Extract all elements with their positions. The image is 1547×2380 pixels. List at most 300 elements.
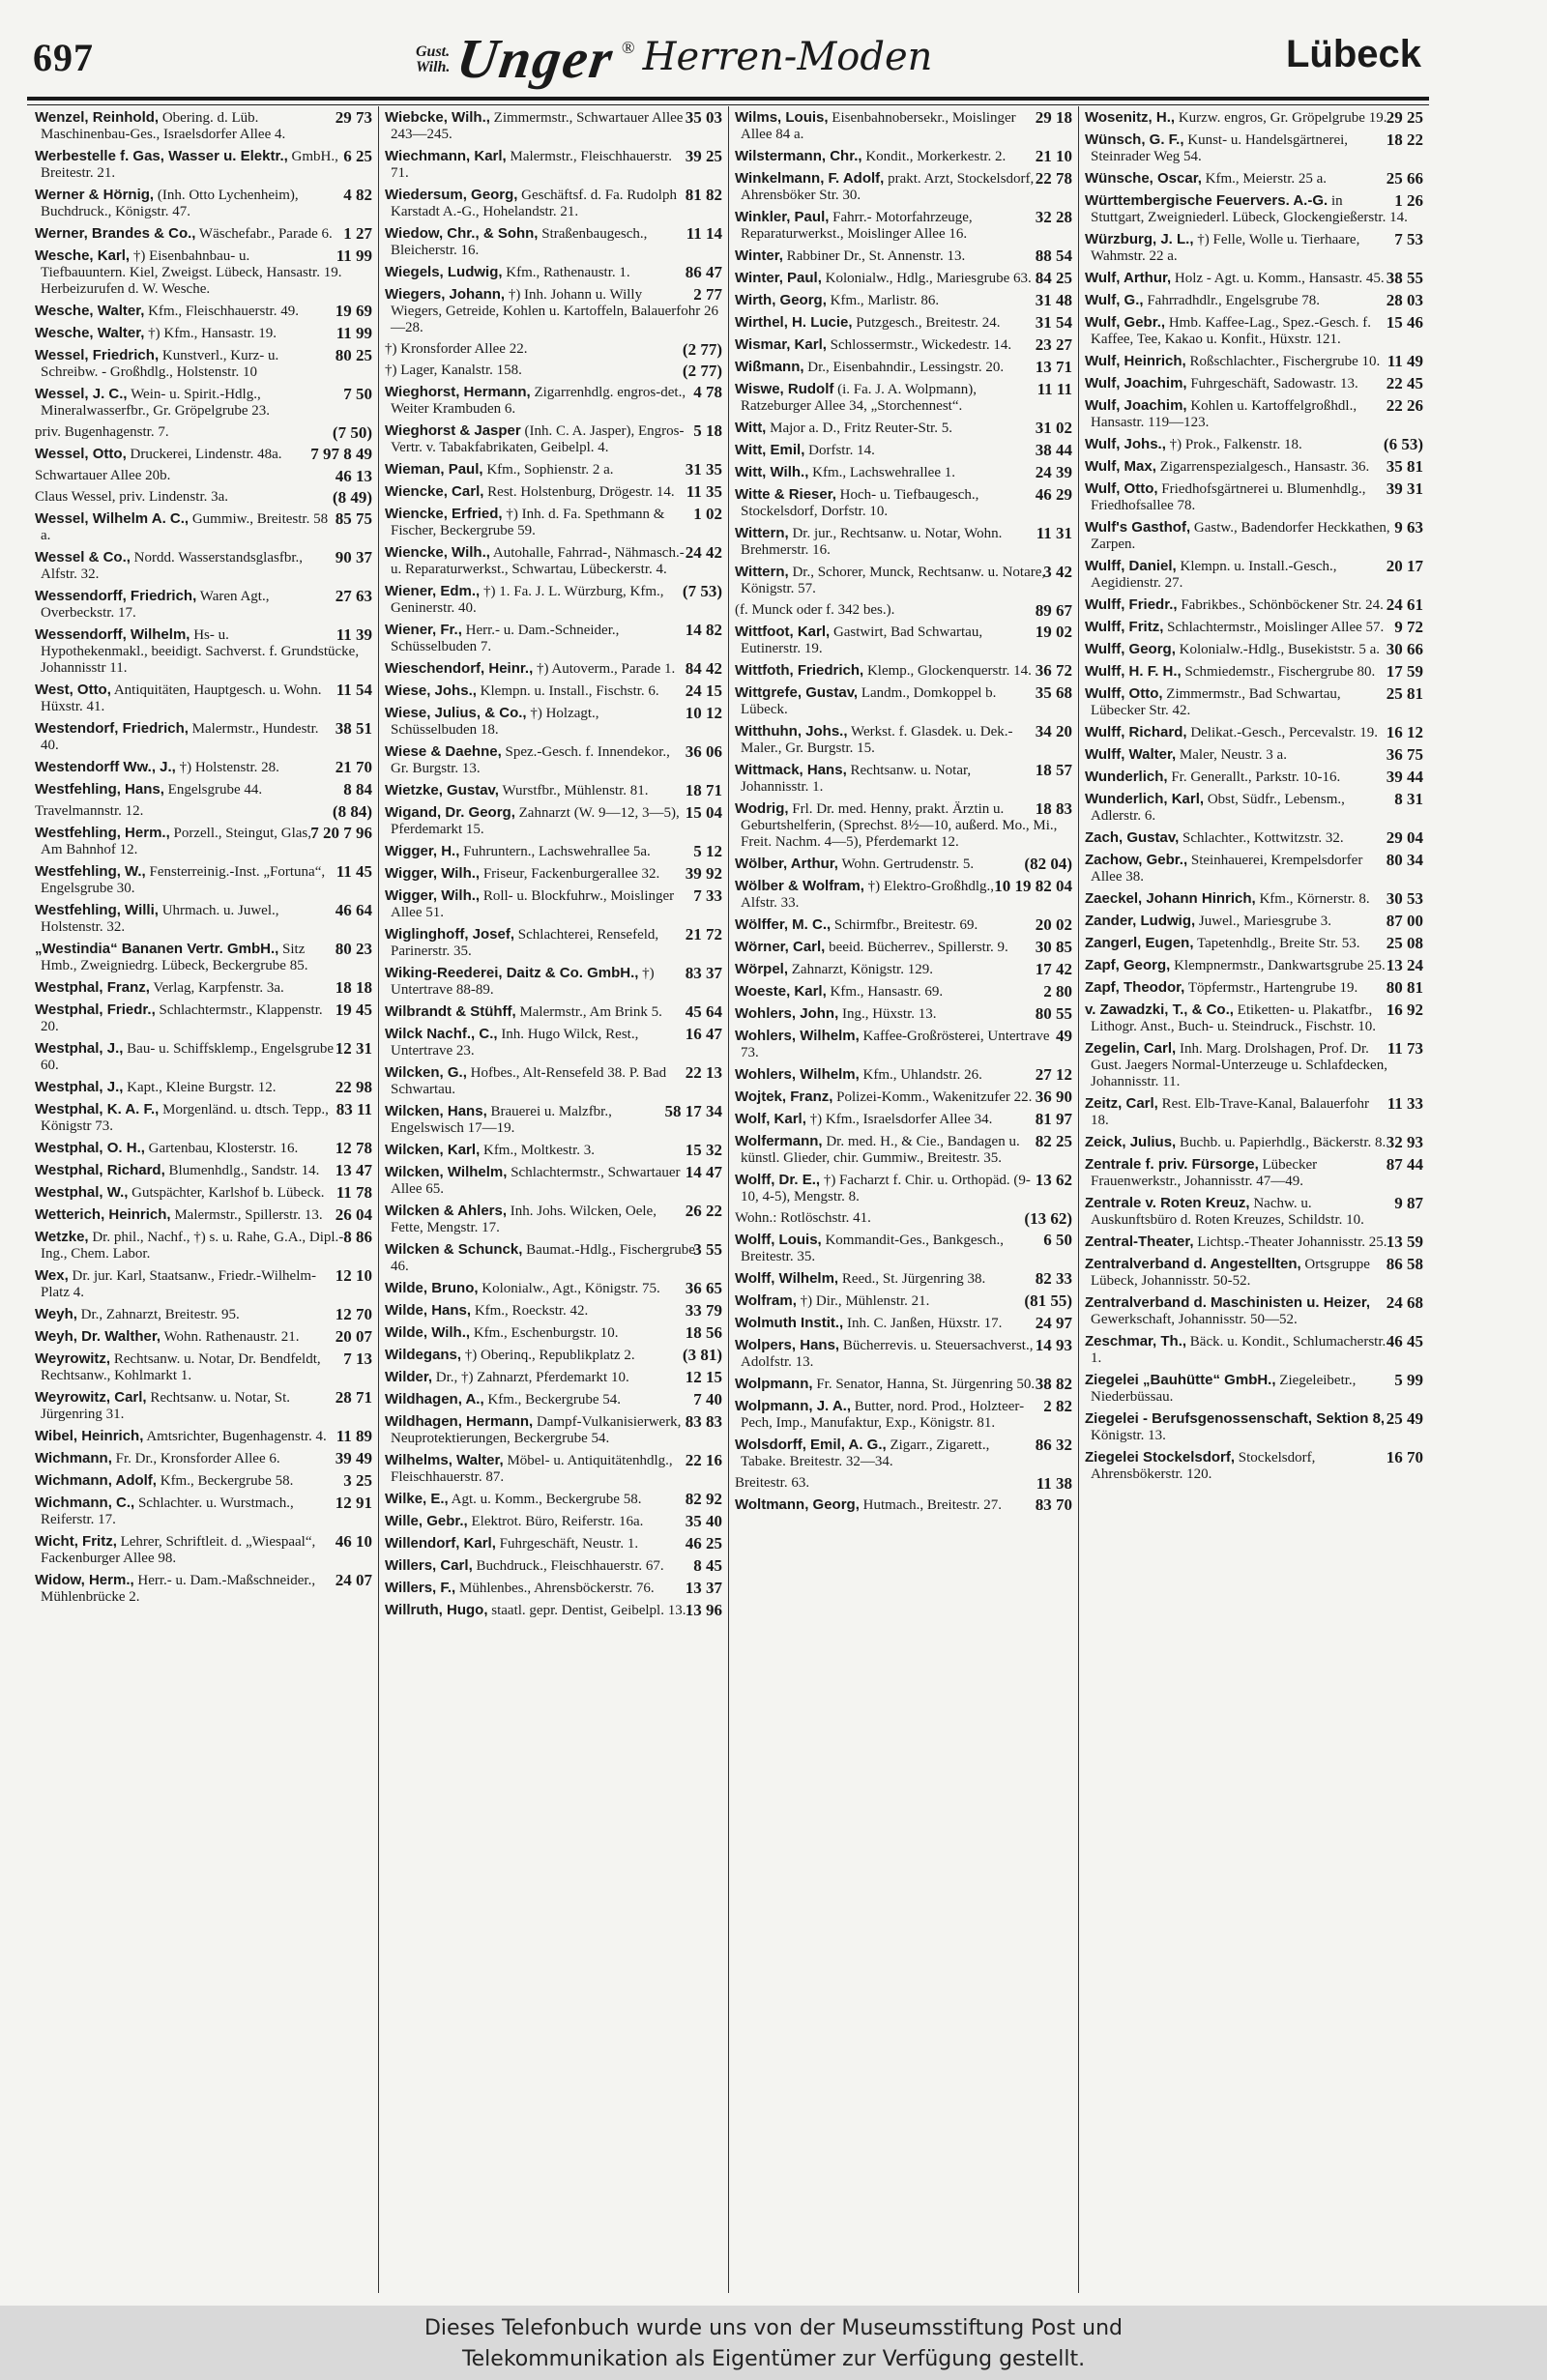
directory-entry	[35, 941, 372, 974]
entry-name: Wiswe, Rudolf	[735, 381, 834, 397]
phone-number: 19 02	[1035, 623, 1072, 641]
entry-name: Wolff, Dr. E.,	[735, 1172, 821, 1188]
entry-name: Wittfoth, Friedrich,	[735, 662, 864, 679]
entry-details: Geschäftsf. d. Fa. Rudolph Karstadt A.-G., Hohelandstr. 21.	[391, 188, 677, 219]
entry-details: Kfm., Rathenaustr. 1.	[506, 265, 630, 280]
entry-name: Westfehling, W.,	[35, 863, 146, 880]
entry-details: Fr. Senator, Hanna, St. Jürgenring 50.	[816, 1377, 1036, 1392]
directory-entry	[35, 863, 372, 897]
directory-entry	[735, 1292, 1072, 1310]
entry-details: Klemp., Glockenquerstr. 14.	[866, 663, 1032, 679]
directory-entry	[35, 109, 372, 143]
directory-entry	[35, 225, 372, 243]
entry-name: Westendorff Ww., J.,	[35, 759, 176, 775]
directory-entry	[1085, 192, 1423, 226]
entry-name: Willendorf, Karl,	[385, 1535, 496, 1552]
phone-number: 24 68	[1386, 1293, 1423, 1312]
entry-details: Kunst- u. Handelsgärtnerei, Steinrader Weg 54.	[1091, 132, 1349, 164]
directory-entry	[35, 148, 372, 182]
entry-details: Kfm., Marlistr. 86.	[830, 293, 940, 308]
entry-name: Wilcken & Ahlers,	[385, 1203, 508, 1219]
phone-number: 8 84	[343, 780, 372, 798]
entry-name: Wichmann, Adolf,	[35, 1472, 157, 1489]
entry-details: Gastwirt, Bad Schwartau, Eutinerstr. 19.	[741, 624, 983, 656]
directory-entry	[385, 483, 722, 501]
phone-number: 15 46	[1386, 313, 1423, 332]
phone-number: 35 40	[685, 1512, 722, 1530]
entry-details: staatl. gepr. Dentist, Geibelpl. 13.	[491, 1603, 686, 1618]
directory-entry	[35, 549, 372, 583]
directory-entry	[385, 1064, 722, 1098]
entry-details: †) Felle, Wolle u. Tierhaare, Wahmstr. 22 a.	[1091, 232, 1360, 264]
entry-name: Zach, Gustav,	[1085, 829, 1180, 846]
phone-number: 83 70	[1035, 1495, 1072, 1514]
directory-entry	[385, 1602, 722, 1619]
entry-name: Zachow, Gebr.,	[1085, 852, 1188, 868]
phone-number: 1 27	[343, 224, 372, 243]
directory-entry	[35, 1328, 372, 1346]
directory-entry	[735, 292, 1072, 309]
phone-number: 46 29	[1035, 485, 1072, 504]
phone-number: 7 53	[1394, 230, 1423, 248]
directory-entry	[35, 1495, 372, 1528]
directory-entry	[1085, 957, 1423, 974]
entry-details: Reed., St. Jürgenring 38.	[841, 1271, 986, 1287]
entry-name: Wilcken, G.,	[385, 1064, 467, 1081]
entry-details: Kaffee-Großrösterei, Untertrave 73.	[741, 1029, 1050, 1060]
directory-entry	[35, 1001, 372, 1035]
entry-name: Wille, Gebr.,	[385, 1513, 468, 1529]
entry-name: Weyrowitz,	[35, 1350, 111, 1367]
directory-entry	[35, 720, 372, 754]
entry-name: Werner & Hörnig,	[35, 187, 155, 203]
entry-details: Rest. Elb-Trave-Kanal, Balauerfohr 18.	[1091, 1096, 1369, 1128]
phone-number: 11 33	[1386, 1094, 1423, 1113]
entry-details: Buchdruck., Fleischhauerstr. 67.	[476, 1558, 664, 1574]
directory-entry	[35, 1101, 372, 1135]
entry-name: Wittmack, Hans,	[735, 762, 847, 778]
entry-details: Obering. d. Lüb. Maschinenbau-Ges., Israelsdorfer Allee 4.	[41, 110, 286, 142]
entry-name: Wörner, Carl,	[735, 939, 826, 955]
directory-entry	[35, 468, 372, 484]
directory-entry	[385, 1164, 722, 1198]
phone-number: (8 84)	[332, 802, 372, 821]
entry-details: Möbel- u. Antiquitätenhdlg., Fleischhauerstr. 87.	[391, 1453, 673, 1485]
header-rule	[27, 97, 1429, 101]
entry-details: Blumenhdlg., Sandstr. 14.	[168, 1163, 320, 1178]
phone-number: 38 82	[1035, 1375, 1072, 1393]
directory-entry	[385, 1302, 722, 1320]
entry-details: Engelsgrube 44.	[167, 782, 263, 798]
entry-name: Wiedow, Chr., & Sohn,	[385, 225, 539, 242]
entry-name: Würzburg, J. L.,	[1085, 231, 1194, 247]
entry-details: †) Kfm., Hansastr. 19.	[148, 326, 277, 341]
entry-details: Rechtsanw. u. Notar, St. Jürgenring 31.	[41, 1390, 290, 1422]
entry-name: Wosenitz, H.,	[1085, 109, 1176, 126]
phone-number: 12 15	[685, 1368, 722, 1386]
phone-number: 28 03	[1386, 291, 1423, 309]
phone-number: 9 87	[1394, 1194, 1423, 1212]
directory-entry	[1085, 663, 1423, 681]
directory-entry	[1085, 170, 1423, 188]
phone-number: 11 35	[686, 482, 722, 501]
entry-details: Brauerei u. Malzfbr., Engelswisch 17—19.	[391, 1104, 612, 1136]
entry-name: Wittfoot, Karl,	[735, 624, 831, 640]
entry-name: Witthuhn, Johs.,	[735, 723, 848, 740]
phone-number: 31 54	[1035, 313, 1072, 332]
phone-number: 86 32	[1035, 1436, 1072, 1454]
phone-number: 9 72	[1394, 618, 1423, 636]
entry-details: Herr.- u. Dam.-Maßschneider., Mühlenbrücke 2.	[41, 1573, 316, 1605]
directory-entry	[385, 1369, 722, 1386]
phone-number: 12 10	[335, 1266, 372, 1285]
phone-number: 31 48	[1035, 291, 1072, 309]
entry-details: Malermstr., Hundestr. 40.	[41, 721, 319, 753]
directory-entry	[735, 336, 1072, 354]
phone-number: 15 32	[685, 1141, 722, 1159]
entry-name: Zaeckel, Johann Hinrich,	[1085, 890, 1256, 907]
entry-name: Zangerl, Eugen,	[1085, 935, 1194, 951]
directory-entry	[35, 325, 372, 342]
entry-details: Kolonialw., Agt., Königstr. 75.	[482, 1281, 660, 1296]
entry-details: Buchb. u. Papierhdlg., Bäckerstr. 8.	[1179, 1135, 1386, 1150]
entry-details: Nordd. Wasserstandsglasfbr., Alfstr. 32.	[41, 550, 303, 582]
directory-entry	[35, 1229, 372, 1263]
phone-number: 22 45	[1386, 374, 1423, 392]
entry-name: Zeitz, Carl,	[1085, 1095, 1158, 1112]
phone-number: 10 19 82 04	[994, 877, 1072, 895]
entry-details: Landm., Domkoppel b. Lübeck.	[741, 685, 997, 717]
entry-details: Malermstr., Am Brink 5.	[519, 1004, 662, 1020]
phone-number: (7 50)	[332, 423, 372, 442]
entry-name: Wulff, Walter,	[1085, 746, 1177, 763]
entry-name: Wiking-Reederei, Daitz & Co. GmbH.,	[385, 965, 639, 981]
phone-number: 2 82	[1043, 1397, 1072, 1415]
directory-entry	[735, 1496, 1072, 1514]
directory-entry	[385, 363, 722, 379]
phone-number: 8 86	[343, 1228, 372, 1246]
phone-number: 13 37	[685, 1579, 722, 1597]
phone-number: 39 25	[685, 147, 722, 165]
entry-name: Zander, Ludwig,	[1085, 913, 1196, 929]
entry-name: Wohlers, Wilhelm,	[735, 1028, 860, 1044]
entry-name: Wieghorst, Hermann,	[385, 384, 531, 400]
directory-entry	[385, 422, 722, 456]
phone-number: 13 71	[1035, 358, 1072, 376]
phone-number: 24 61	[1386, 595, 1423, 614]
entry-name: Wunderlich, Karl,	[1085, 791, 1205, 807]
directory-entry	[735, 420, 1072, 437]
entry-name: Winkler, Paul,	[735, 209, 830, 225]
directory-entry	[35, 510, 372, 544]
phone-number: 8 45	[693, 1556, 722, 1575]
entry-details: Druckerei, Lindenstr. 48a.	[130, 447, 282, 462]
phone-number: 58 17 34	[664, 1102, 722, 1120]
directory-entry	[735, 1337, 1072, 1371]
directory-column-3	[729, 106, 1079, 2293]
entry-details: Kfm., Fleischhauerstr. 49.	[148, 304, 299, 319]
phone-number: 5 99	[1394, 1371, 1423, 1389]
entry-name: Wolfermann,	[735, 1133, 823, 1149]
entry-name: Wölber & Wolfram,	[735, 878, 864, 894]
directory-entry	[1085, 519, 1423, 553]
directory-entry	[735, 270, 1072, 287]
phone-number: 2 77	[693, 285, 722, 304]
entry-details: Obst, Südfr., Lebensm., Adlerstr. 6.	[1091, 792, 1345, 824]
directory-entry	[735, 109, 1072, 143]
phone-number: 7 50	[343, 385, 372, 403]
entry-details: Dr. jur., Rechtsanw. u. Notar, Wohn. Brehmerstr. 16.	[741, 526, 1003, 558]
entry-name: Wiegers, Johann,	[385, 286, 506, 303]
entry-name: Weyh, Dr. Walther,	[35, 1328, 161, 1345]
directory-entry	[385, 887, 722, 921]
directory-entry	[35, 1572, 372, 1606]
phone-number: 39 31	[1386, 479, 1423, 498]
entry-details: †) Dir., Mühlenstr. 21.	[800, 1293, 930, 1309]
entry-name: Wildhagen, Hermann,	[385, 1413, 534, 1430]
directory-entry	[385, 225, 722, 259]
brand-given-1: Gust.	[416, 44, 451, 60]
entry-details: (Inh. C. A. Jasper), Engros-Vertr. v. Tabakfabrikaten, Geibelpl. 4.	[391, 423, 685, 455]
directory-entry	[735, 1172, 1072, 1205]
entry-name: Wex,	[35, 1267, 69, 1284]
phone-number: 18 22	[1386, 131, 1423, 149]
entry-details: Dr. med. H., & Cie., Bandagen u. künstl. Glieder, chir. Gummiw., Breitestr. 35.	[741, 1134, 1020, 1166]
directory-columns	[29, 106, 1433, 2293]
entry-name: Wolmuth Instit.,	[735, 1315, 844, 1331]
entry-name: v. Zawadzki, T., & Co.,	[1085, 1001, 1234, 1018]
directory-entry	[35, 1267, 372, 1301]
entry-name: Wulff, Georg,	[1085, 641, 1176, 657]
entry-details: Kondit., Morkerkestr. 2.	[865, 149, 1007, 164]
entry-details: Kfm., Körnerstr. 8.	[1259, 891, 1370, 907]
directory-entry	[735, 148, 1072, 165]
phone-number: (7 53)	[682, 582, 722, 600]
entry-details: Kolonialw.-Hdlg., Busekiststr. 5 a.	[1179, 642, 1380, 657]
entry-details: Zahnarzt, Königstr. 129.	[791, 962, 933, 977]
phone-number: 29 04	[1386, 828, 1423, 847]
phone-number: 8 31	[1394, 790, 1423, 808]
entry-name: Wulf, Johs.,	[1085, 436, 1166, 452]
directory-entry	[735, 878, 1072, 912]
entry-details: Kommandit-Ges., Bankgesch., Breitestr. 35.	[741, 1233, 1005, 1264]
directory-entry	[385, 1452, 722, 1486]
phone-number: (8 49)	[332, 488, 372, 507]
directory-entry	[385, 187, 722, 220]
phone-number: (81 55)	[1024, 1292, 1072, 1310]
phone-number: 18 56	[685, 1323, 722, 1342]
entry-name: Wilcken & Schunck,	[385, 1241, 523, 1258]
phone-number: 25 81	[1386, 684, 1423, 703]
footer-line-2: Telekommunikation als Eigentümer zur Verfügung gestellt.	[461, 2347, 1086, 2371]
entry-name: Wesche, Walter,	[35, 303, 145, 319]
directory-entry	[385, 148, 722, 182]
entry-name: Wolpmann,	[735, 1376, 813, 1392]
entry-name: Wiese, Julius, & Co.,	[385, 705, 527, 721]
entry-name: Wulf, Joachim,	[1085, 375, 1187, 392]
entry-name: Wolff, Wilhelm,	[735, 1270, 839, 1287]
entry-details: Ziegeleibetr., Niederbüssau.	[1091, 1373, 1357, 1405]
entry-details: †) 1. Fa. J. L. Würzburg, Kfm., Geninerstr. 40.	[391, 584, 664, 616]
directory-entry	[735, 602, 1072, 619]
entry-details: Ing., Hüxstr. 13.	[841, 1006, 937, 1022]
directory-entry	[735, 464, 1072, 481]
phone-number: 45 64	[685, 1002, 722, 1021]
directory-entry	[385, 341, 722, 358]
entry-name: Wilck Nachf., C.,	[385, 1026, 498, 1042]
phone-number: 86 47	[685, 263, 722, 281]
entry-details: Etiketten- u. Plakatfbr., Lithogr. Anst., Buch- u. Steindruck., Fischstr. 10.	[1091, 1002, 1376, 1034]
directory-entry	[385, 109, 722, 143]
directory-entry	[735, 1315, 1072, 1332]
entry-details: Schlachterei, Rensefeld, Parinerstr. 35.	[391, 927, 659, 959]
entry-details: Fr. Generallt., Parkstr. 10-16.	[1171, 769, 1341, 785]
entry-name: Wiencke, Erfried,	[385, 506, 503, 522]
directory-entry	[735, 624, 1072, 657]
entry-name: Wolpers, Hans,	[735, 1337, 840, 1353]
phone-number: 85 75	[335, 509, 372, 528]
phone-number: 88 54	[1035, 247, 1072, 265]
phone-number: 21 70	[335, 758, 372, 776]
entry-name: Widow, Herm.,	[35, 1572, 134, 1588]
entry-details: Kfm., Uhlandstr. 26.	[862, 1067, 982, 1083]
directory-entry	[735, 1475, 1072, 1492]
entry-name: Woltmann, Georg,	[735, 1496, 860, 1513]
directory-entry	[1085, 935, 1423, 952]
phone-number: 18 83	[1035, 799, 1072, 818]
entry-name: Wessel, Friedrich,	[35, 347, 160, 363]
entry-name: Wiechmann, Karl,	[385, 148, 507, 164]
directory-entry	[35, 1040, 372, 1074]
entry-details: Waren Agt., Overbeckstr. 17.	[41, 589, 270, 621]
phone-number: 20 07	[335, 1327, 372, 1346]
entry-name: Wojtek, Franz,	[735, 1088, 833, 1105]
phone-number: 81 97	[1035, 1110, 1072, 1128]
entry-name: Wiese & Daehne,	[385, 743, 502, 760]
phone-number: 7 33	[693, 886, 722, 905]
entry-name: Westfehling, Hans,	[35, 781, 164, 798]
directory-entry	[735, 1066, 1072, 1084]
entry-name: Westphal, J.,	[35, 1079, 124, 1095]
directory-entry	[35, 781, 372, 798]
phone-number: 89 67	[1035, 601, 1072, 620]
phone-number: 35 03	[685, 108, 722, 127]
entry-details: prakt. Arzt, Stockelsdorf, Ahrensböker Str. 30.	[741, 171, 1035, 203]
phone-number: 33 79	[685, 1301, 722, 1320]
phone-number: 3 42	[1043, 563, 1072, 581]
phone-number: 84 25	[1035, 269, 1072, 287]
directory-entry	[1085, 231, 1423, 265]
entry-name: Wittern,	[735, 564, 789, 580]
directory-column-1	[29, 106, 379, 2293]
directory-entry	[35, 682, 372, 715]
entry-details: Dr. jur. Karl, Staatsanw., Friedr.-Wilhelm-Platz 4.	[41, 1268, 317, 1300]
phone-number: 35 81	[1386, 457, 1423, 476]
phone-number: 35 68	[1035, 683, 1072, 702]
entry-name: Wessendorff, Friedrich,	[35, 588, 197, 604]
phone-number: 14 93	[1035, 1336, 1072, 1354]
entry-details: Agt. u. Komm., Beckergrube 58.	[451, 1492, 642, 1507]
entry-details: Claus Wessel, priv. Lindenstr. 3a.	[35, 489, 229, 505]
phone-number: 12 78	[335, 1139, 372, 1157]
directory-entry	[1085, 1333, 1423, 1367]
entry-name: Witt,	[735, 420, 767, 436]
entry-name: Zentrale f. priv. Fürsorge,	[1085, 1156, 1259, 1173]
entry-name: Wulff, H. F. H.,	[1085, 663, 1182, 680]
phone-number: 11 73	[1386, 1039, 1423, 1058]
directory-entry	[735, 762, 1072, 796]
entry-details: Spez.-Gesch. f. Innendekor., Gr. Burgstr. 13.	[391, 744, 670, 776]
directory-entry	[735, 800, 1072, 851]
phone-number: 5 18	[693, 421, 722, 440]
phone-number: 31 35	[685, 460, 722, 479]
directory-entry	[35, 187, 372, 220]
directory-entry	[1085, 1256, 1423, 1290]
directory-entry	[735, 486, 1072, 520]
directory-entry	[735, 684, 1072, 718]
directory-entry	[1085, 1095, 1423, 1129]
phone-number: 13 24	[1386, 956, 1423, 974]
directory-entry	[1085, 979, 1423, 997]
phone-number: 3 55	[693, 1240, 722, 1259]
directory-entry	[1085, 558, 1423, 592]
phone-number: 46 13	[335, 467, 372, 485]
directory-entry	[385, 1513, 722, 1530]
directory-entry	[1085, 375, 1423, 392]
entry-details: Klempn. u. Install.-Gesch., Aegidienstr. 27.	[1091, 559, 1337, 591]
entry-details: Zigarrenspezialgesch., Hansastr. 36.	[1159, 459, 1370, 475]
directory-entry	[385, 705, 722, 739]
entry-name: Wetterich, Heinrich,	[35, 1206, 171, 1223]
entry-name: Wilke, E.,	[385, 1491, 449, 1507]
directory-entry	[1085, 890, 1423, 908]
entry-details: (f. Munck oder f. 342 bes.).	[735, 602, 895, 618]
entry-details: Dampf-Vulkanisierwerk, Neuprotektierungen, Beckergrube 54.	[391, 1414, 682, 1446]
entry-name: Wichmann,	[35, 1450, 112, 1466]
directory-entry	[35, 1350, 372, 1384]
entry-name: Wulf, Joachim,	[1085, 397, 1187, 414]
entry-details: (i. Fa. J. A. Wolpmann), Ratzeburger Allee 34, „Storchennest“.	[741, 382, 978, 414]
entry-name: Wulf, G.,	[1085, 292, 1144, 308]
entry-name: Wesche, Walter,	[35, 325, 145, 341]
phone-number: 30 53	[1386, 889, 1423, 908]
phone-number: 13 47	[335, 1161, 372, 1179]
phone-number: 11 49	[1386, 352, 1423, 370]
phone-number: 26 04	[335, 1205, 372, 1224]
directory-entry	[385, 965, 722, 999]
entry-details: Schlachtermstr., Schwartauer Allee 65.	[391, 1165, 681, 1197]
entry-name: Weyrowitz, Carl,	[35, 1389, 147, 1406]
brand-given-2: Wilh.	[416, 59, 451, 75]
entry-name: Wulff, Friedr.,	[1085, 596, 1178, 613]
phone-number: 16 92	[1386, 1001, 1423, 1019]
phone-number: 7 20 7 96	[310, 824, 372, 842]
entry-name: Wittgrefe, Gustav,	[735, 684, 859, 701]
entry-details: Lübecker Frauenwerkstr., Johannisstr. 47—49.	[1091, 1157, 1318, 1189]
entry-name: Wißmann,	[735, 359, 804, 375]
entry-details: Hofbes., Alt-Rensefeld 38. P. Bad Schwartau.	[391, 1065, 667, 1097]
directory-entry	[735, 314, 1072, 332]
directory-entry	[385, 1391, 722, 1408]
phone-number: 7 97 8 49	[310, 445, 372, 463]
directory-entry	[35, 489, 372, 506]
entry-name: Wiedersum, Georg,	[385, 187, 518, 203]
entry-details: †) Holstenstr. 28.	[179, 760, 279, 775]
phone-number: 29 25	[1386, 108, 1423, 127]
phone-number: 5 12	[693, 842, 722, 860]
phone-number: 10 12	[685, 704, 722, 722]
entry-name: Zentralverband d. Angestellten,	[1085, 1256, 1301, 1272]
